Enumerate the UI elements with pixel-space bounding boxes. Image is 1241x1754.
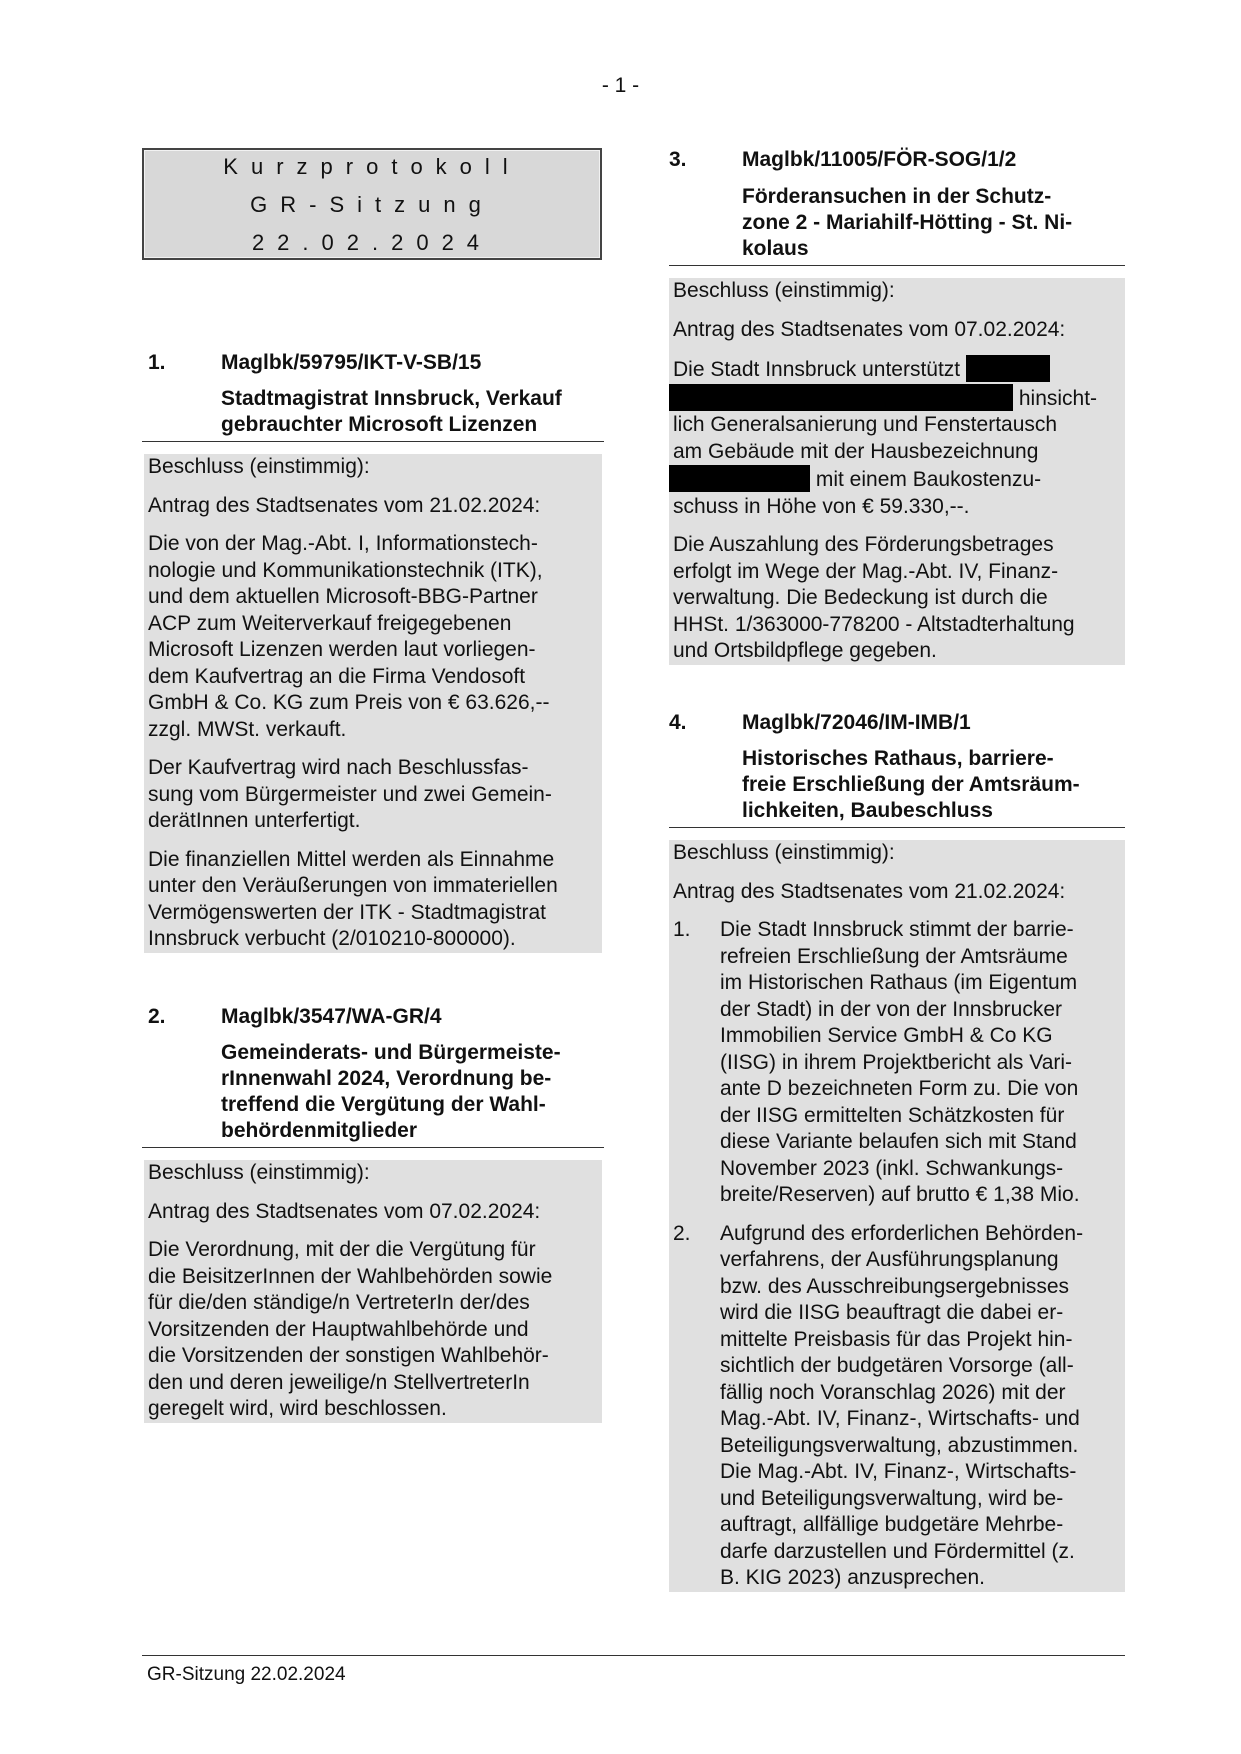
text-line: erfolgt im Wege der Mag.-Abt. IV, Finanz- xyxy=(673,559,1059,583)
text-line: nologie und Kommunikationstechnik (ITK), xyxy=(148,558,543,582)
text-line: ACP zum Weiterverkauf freigegebenen xyxy=(148,611,512,635)
text-line: Microsoft Lizenzen werden laut vorliegen- xyxy=(148,638,536,661)
text-line: den und deren jeweilige/n StellvertreterIn xyxy=(148,1370,530,1394)
text-line: schuss in Höhe von € 59.330,--. xyxy=(673,494,970,518)
text-line: refreien Erschließung der Amtsräume xyxy=(720,944,1068,968)
body-paragraph xyxy=(673,532,1121,665)
body-paragraph-redacted xyxy=(673,355,1121,520)
item-number: 1. xyxy=(148,351,166,374)
body-paragraph xyxy=(148,1237,598,1423)
subject-line: Historisches Rathaus, barriere- xyxy=(742,747,1054,770)
page-footer: GR-Sitzung 22.02.2024 xyxy=(147,1664,346,1685)
item-subject xyxy=(221,386,604,438)
text-line: diese Variante belaufen sich mit Stand xyxy=(720,1130,1077,1153)
text-line: auftragt, allfällige budgetäre Mehrbe- xyxy=(720,1513,1064,1536)
list-item xyxy=(673,917,1121,1209)
text-line: Die Verordnung, mit der die Vergütung für xyxy=(148,1238,536,1261)
text-line: die Vorsitzenden der sonstigen Wahlbehör- xyxy=(148,1344,549,1367)
item-number: 2. xyxy=(148,1005,166,1028)
text-line: unter den Veräußerungen von immateriellen xyxy=(148,874,558,897)
text-line: bzw. des Ausschreibungsergebnisses xyxy=(720,1274,1070,1298)
text-line: Aufgrund des erforderlichen Behörden- xyxy=(720,1221,1084,1245)
text-line: Der Kaufvertrag wird nach Beschlussfas- xyxy=(148,756,529,779)
decision-text: Beschluss (einstimmig): xyxy=(673,841,895,864)
text-line: November 2023 (inkl. Schwankungs- xyxy=(720,1156,1064,1180)
subject-line: Gemeinderats- und Bürgermeiste- xyxy=(221,1041,561,1064)
text-line: sung vom Bürgermeister und zwei Gemein- xyxy=(148,782,552,806)
divider xyxy=(669,827,1125,828)
text-line: dem Kaufvertrag an die Firma Vendosoft xyxy=(148,664,526,688)
item-body xyxy=(144,454,602,953)
text-line: geregelt wird, wird beschlossen. xyxy=(148,1397,447,1420)
redaction-bar xyxy=(966,355,1050,382)
motion-text: Antrag des Stadtsenates vom 07.02.2024: xyxy=(673,317,1066,341)
text-line: verwaltung. Die Bedeckung ist durch die xyxy=(673,586,1048,609)
item-reference: Maglbk/72046/IM-IMB/1 xyxy=(742,711,971,734)
subject-line: lichkeiten, Baubeschluss xyxy=(742,799,993,822)
item-number: 3. xyxy=(669,148,687,171)
text-line: Die finanziellen Mittel werden als Einnahme xyxy=(148,847,555,871)
text-line: und Ortsbildpflege gegeben. xyxy=(673,639,937,662)
subject-line: kolaus xyxy=(742,237,809,260)
divider xyxy=(142,1147,604,1148)
subject-line: Stadtmagistrat Innsbruck, Verkauf xyxy=(221,387,562,410)
body-paragraph xyxy=(148,755,598,835)
text-line: Beteiligungsverwaltung, abzustimmen. xyxy=(720,1433,1079,1457)
text-line: sichtlich der budgetären Vorsorge (all- xyxy=(720,1354,1074,1377)
text-line: fällig noch Voranschlag 2026) mit der xyxy=(720,1380,1066,1404)
page-number: - 1 - xyxy=(601,74,640,97)
item-subject xyxy=(221,1040,604,1144)
text-line: für die/den ständige/n VertreterIn der/des xyxy=(148,1291,530,1314)
divider xyxy=(669,265,1125,266)
text-line: zzgl. MWSt. verkauft. xyxy=(148,717,347,741)
subject-line: treffend die Vergütung der Wahl- xyxy=(221,1093,546,1116)
subject-line: behördenmitglieder xyxy=(221,1119,418,1142)
list-number: 2. xyxy=(673,1221,691,1245)
text-line: der Stadt) in der von der Innsbrucker xyxy=(720,997,1063,1021)
text-line: hinsicht- xyxy=(1018,386,1098,410)
text-line: GmbH & Co. KG zum Preis von € 63.626,-- xyxy=(148,691,550,714)
text-line: und dem aktuellen Microsoft-BBG-Partner xyxy=(148,585,538,608)
footer-divider xyxy=(142,1655,1125,1656)
text-line: B. KIG 2023) anzusprechen. xyxy=(720,1566,985,1589)
title-box xyxy=(142,148,602,260)
text-line: Innsbruck verbucht (2/010210-800000). xyxy=(148,927,516,950)
text-line: Mag.-Abt. IV, Finanz-, Wirtschafts- und xyxy=(720,1407,1080,1430)
text-line: lich Generalsanierung und Fenstertausch xyxy=(673,413,1058,436)
title-line-2: GR-Sitzung xyxy=(250,192,494,217)
motion-text: Antrag des Stadtsenates vom 21.02.2024: xyxy=(148,493,541,517)
list-number: 1. xyxy=(673,918,691,941)
motion-text: Antrag des Stadtsenates vom 07.02.2024: xyxy=(148,1199,541,1223)
item-reference: Maglbk/3547/WA-GR/4 xyxy=(221,1005,442,1028)
text-line: verfahrens, der Ausführungsplanung xyxy=(720,1248,1059,1271)
item-number: 4. xyxy=(669,711,687,734)
item-reference: Maglbk/59795/IKT-V-SB/15 xyxy=(221,351,482,374)
text-line: der IISG ermittelten Schätzkosten für xyxy=(720,1103,1065,1127)
title-line-3: 22.02.2024 xyxy=(251,230,493,255)
subject-line: gebrauchter Microsoft Lizenzen xyxy=(221,413,538,436)
list-item xyxy=(673,1221,1121,1592)
subject-line: rInnenwahl 2024, Verordnung be- xyxy=(221,1067,552,1090)
title-line-1: Kurzprotokoll xyxy=(223,154,521,179)
item-body xyxy=(144,1160,602,1423)
item-reference: Maglbk/11005/FÖR-SOG/1/2 xyxy=(742,148,1017,171)
text-line: Die Stadt Innsbruck stimmt der barrie- xyxy=(720,918,1074,941)
subject-line: zone 2 - Mariahilf-Hötting - St. Ni- xyxy=(742,211,1073,234)
text-line: wird die IISG beauftragt die dabei er- xyxy=(720,1301,1064,1324)
decision-text: Beschluss (einstimmig): xyxy=(148,1161,370,1184)
text-line: breite/Reserven) auf brutto € 1,38 Mio. xyxy=(720,1183,1080,1206)
text-line: im Historischen Rathaus (im Eigentum xyxy=(720,971,1078,994)
redaction-bar xyxy=(669,465,810,492)
text-line: Die Stadt Innsbruck unterstützt xyxy=(673,358,961,381)
text-line: Die Auszahlung des Förderungsbetrages xyxy=(673,533,1054,556)
text-line: mit einem Baukostenzu- xyxy=(815,468,1042,491)
text-line: derätInnen unterfertigt. xyxy=(148,809,361,832)
decision-text: Beschluss (einstimmig): xyxy=(148,455,370,478)
text-line: am Gebäude mit der Hausbezeichnung xyxy=(673,439,1039,463)
item-subject xyxy=(742,184,1125,262)
text-line: Vorsitzenden der Hauptwahlbehörde und xyxy=(148,1317,529,1341)
text-line: darfe darzustellen und Fördermittel (z. xyxy=(720,1539,1075,1563)
motion-text: Antrag des Stadtsenates vom 21.02.2024: xyxy=(673,879,1066,903)
item-body xyxy=(669,840,1125,1592)
text-line: und Beteiligungsverwaltung, wird be- xyxy=(720,1486,1064,1510)
text-line: Vermögenswerten der ITK - Stadtmagistrat xyxy=(148,900,547,924)
text-line: mittelte Preisbasis für das Projekt hin- xyxy=(720,1327,1073,1351)
decision-text: Beschluss (einstimmig): xyxy=(673,279,895,302)
body-paragraph xyxy=(148,847,598,953)
subject-line: Förderansuchen in der Schutz- xyxy=(742,185,1052,208)
item-subject xyxy=(742,746,1125,824)
redaction-bar xyxy=(669,384,1013,411)
item-body xyxy=(669,278,1125,665)
body-paragraph xyxy=(148,531,598,743)
text-line: die BeisitzerInnen der Wahlbehörden sowie xyxy=(148,1264,553,1288)
text-line: Die von der Mag.-Abt. I, Informationstech- xyxy=(148,532,538,555)
divider xyxy=(142,441,604,442)
text-line: Die Mag.-Abt. IV, Finanz-, Wirtschafts- xyxy=(720,1460,1077,1483)
subject-line: freie Erschließung der Amtsräum- xyxy=(742,773,1080,796)
text-line: ante D bezeichneten Form zu. Die von xyxy=(720,1077,1079,1100)
text-line: (IISG) in ihrem Projektbericht als Vari- xyxy=(720,1050,1073,1074)
text-line: HHSt. 1/363000-778200 - Altstadterhaltung xyxy=(673,612,1075,636)
text-line: Immobilien Service GmbH & Co KG xyxy=(720,1024,1053,1047)
